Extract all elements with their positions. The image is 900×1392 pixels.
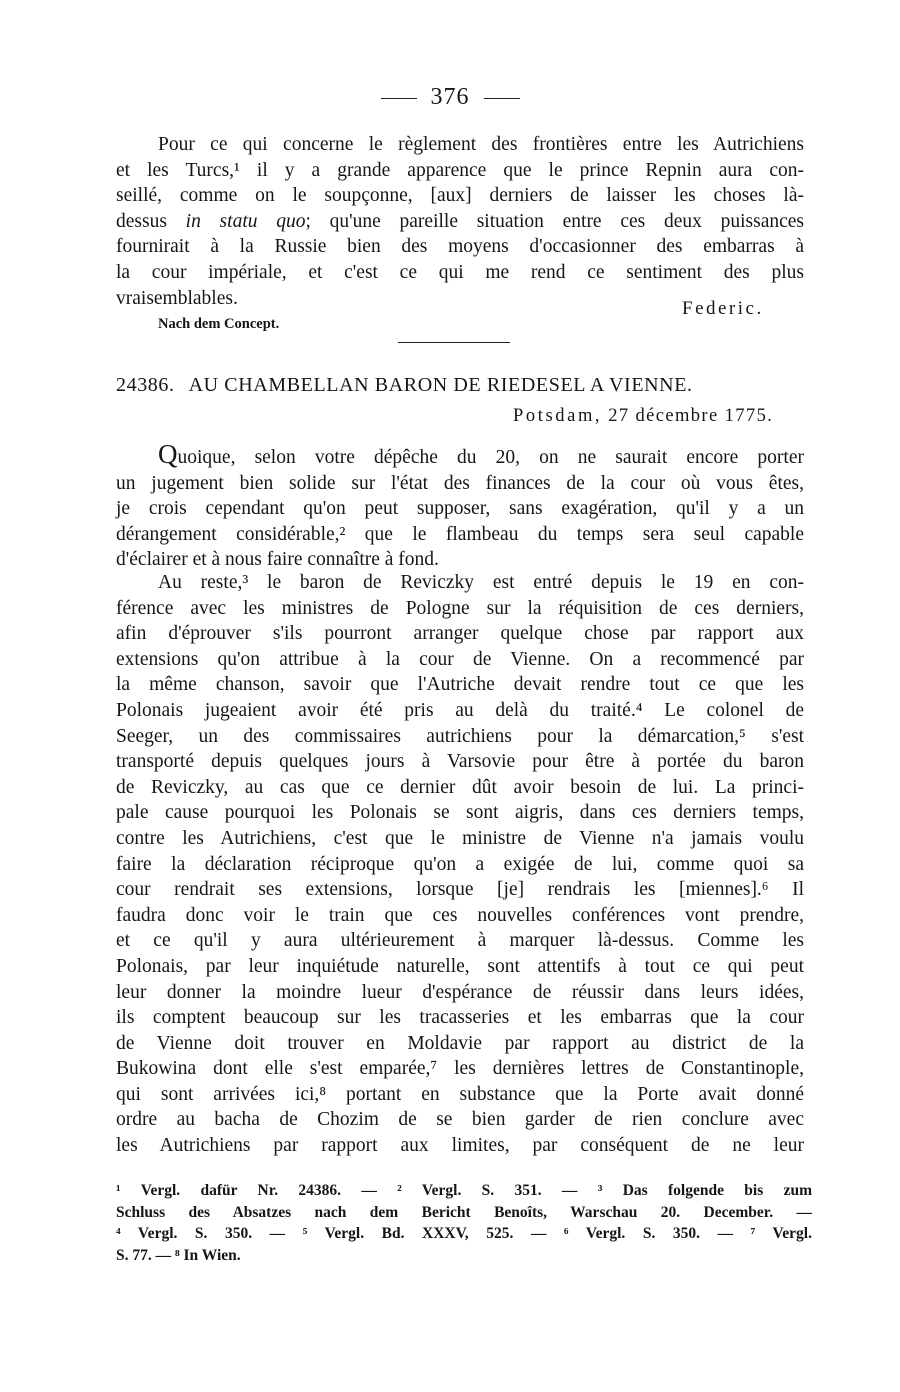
text-line: ordre au bacha de Chozim de se bien garder de rien conclure avec	[116, 1109, 804, 1131]
text-line: ils comptent beaucoup sur les tracasseries et les embarras que la cour	[116, 1007, 804, 1029]
page-header	[0, 84, 900, 111]
header-rule-left	[381, 98, 417, 99]
footnote-line: S. 77. — ⁸ In Wien.	[116, 1246, 241, 1264]
header-rule-right	[484, 98, 520, 99]
continuation-paragraph	[116, 132, 804, 311]
text-line: de Reviczky, au cas que ce dernier dût avoir besoin de lui. La princi-	[116, 776, 804, 798]
text-line: fournirait à la Russie bien des moyens d'occasionner des embarras à	[116, 236, 804, 258]
text-line: la cour impériale, et c'est ce qui me rend ce sentiment des plus	[116, 261, 804, 283]
text-line: dérangement considérable,² que le flambeau du temps sera seul capable	[116, 523, 804, 545]
text-line: faire la déclaration réciproque qu'on a exigée de lui, comme quoi sa	[116, 853, 804, 875]
signature: Federic.	[682, 298, 764, 319]
footnote-line: ⁴ Vergl. S. 350. — ⁵ Vergl. Bd. XXXV, 525. — ⁶ Vergl. S. 350. — ⁷ Vergl.	[116, 1225, 812, 1242]
text-line: leur donner la moindre lueur d'espérance de réussir dans leurs idées,	[116, 981, 804, 1003]
text-line: d'éclairer et à nous faire connaître à fond.	[116, 549, 439, 571]
text-line: la même chanson, savoir que l'Autriche devait rendre tout ce que les	[116, 674, 804, 696]
dateline-date: 27 décembre 1775.	[608, 406, 774, 426]
text-line: afin d'éprouver s'ils pourront arranger quelque chose par rapport aux	[116, 623, 804, 645]
text-line: Polonais jugeaient avoir été pris au delà du traité.⁴ Le colonel de	[116, 699, 804, 721]
page-number: 376	[430, 84, 470, 110]
text-line: faudra donc voir le train que ces nouvelles conférences vont prendre,	[116, 904, 804, 926]
text-line: Polonais, par leur inquiétude naturelle, sont attentifs à tout ce qui peut	[116, 955, 804, 977]
text-line: cour rendrait ses extensions, lorsque [je] rendrais les [miennes].⁶ Il	[116, 879, 804, 901]
text-line: je crois cependant qu'on peut supposer, sans exagération, qu'il y a un	[116, 498, 804, 520]
text-line: Pour ce qui concerne le règlement des frontières entre les Autrichiens	[158, 134, 804, 155]
footnote-line: Schluss des Absatzes nach dem Bericht Benoîts, Warschau 20. December. —	[116, 1203, 812, 1221]
text-line: vraisemblables.	[116, 287, 238, 309]
text-line: un jugement bien solide sur l'état des finances de la cour où vous êtes,	[116, 472, 804, 494]
letter-number: 24386.	[116, 374, 175, 396]
text-line: extensions qu'on attribue à la cour de Vienne. On a recommencé par	[116, 648, 804, 670]
footnotes	[116, 1180, 812, 1266]
text-line: qui sont arrivées ici,⁸ portant en substance que la Porte avait donné	[116, 1083, 804, 1105]
letter-heading	[116, 374, 806, 397]
letter-paragraph-1	[116, 439, 804, 573]
text-line: contre les Autrichiens, c'est que le ministre de Vienne n'a jamais voulu	[116, 827, 804, 849]
text-line: transporté depuis quelques jours à Varsovie pour être à portée du baron	[116, 751, 804, 773]
text-line: et les Turcs,¹ il y a grande apparence que le prince Repnin aura con-	[116, 159, 804, 181]
section-separator	[398, 342, 510, 343]
dateline	[513, 406, 773, 427]
text-line: Quoique, selon votre dépêche du 20, on ne saurait encore porter	[158, 439, 804, 469]
source-note: Nach dem Concept.	[158, 316, 280, 332]
text-line: Bukowina dont elle s'est emparée,⁷ les dernières lettres de Constantinople,	[116, 1058, 804, 1080]
letter-recipient: AU CHAMBELLAN BARON DE RIEDESEL A VIENNE.	[188, 374, 693, 396]
text-line: Au reste,³ le baron de Reviczky est entré depuis le 19 en con-	[158, 572, 804, 593]
text-line: de Vienne doit trouver en Moldavie par rapport au district de la	[116, 1032, 804, 1054]
initial-letter: Q	[158, 439, 178, 469]
latin-phrase: in statu quo	[185, 210, 306, 232]
text-line: dessus in statu quo; qu'une pareille situation entre ces deux puissances	[116, 210, 804, 232]
text-line: pale cause pourquoi les Polonais se sont aigris, dans ces derniers temps,	[116, 802, 804, 824]
text-line: férence avec les ministres de Pologne sur la réquisition de ces derniers,	[116, 597, 804, 619]
footnote-line: ¹ Vergl. dafür Nr. 24386. — ² Vergl. S. 351. — ³ Das folgende bis zum	[116, 1182, 812, 1199]
dateline-place: Potsdam,	[513, 406, 603, 426]
text-line: seillé, comme on le soupçonne, [aux] derniers de laisser les choses là-	[116, 185, 804, 207]
text-line: les Autrichiens par rapport aux limites, par conséquent de ne leur	[116, 1135, 804, 1157]
text-line: Seeger, un des commissaires autrichiens pour la démarcation,⁵ s'est	[116, 725, 804, 747]
text-line: et ce qu'il y aura ultérieurement à marquer là-dessus. Comme les	[116, 930, 804, 952]
letter-paragraph-2	[116, 570, 804, 1159]
